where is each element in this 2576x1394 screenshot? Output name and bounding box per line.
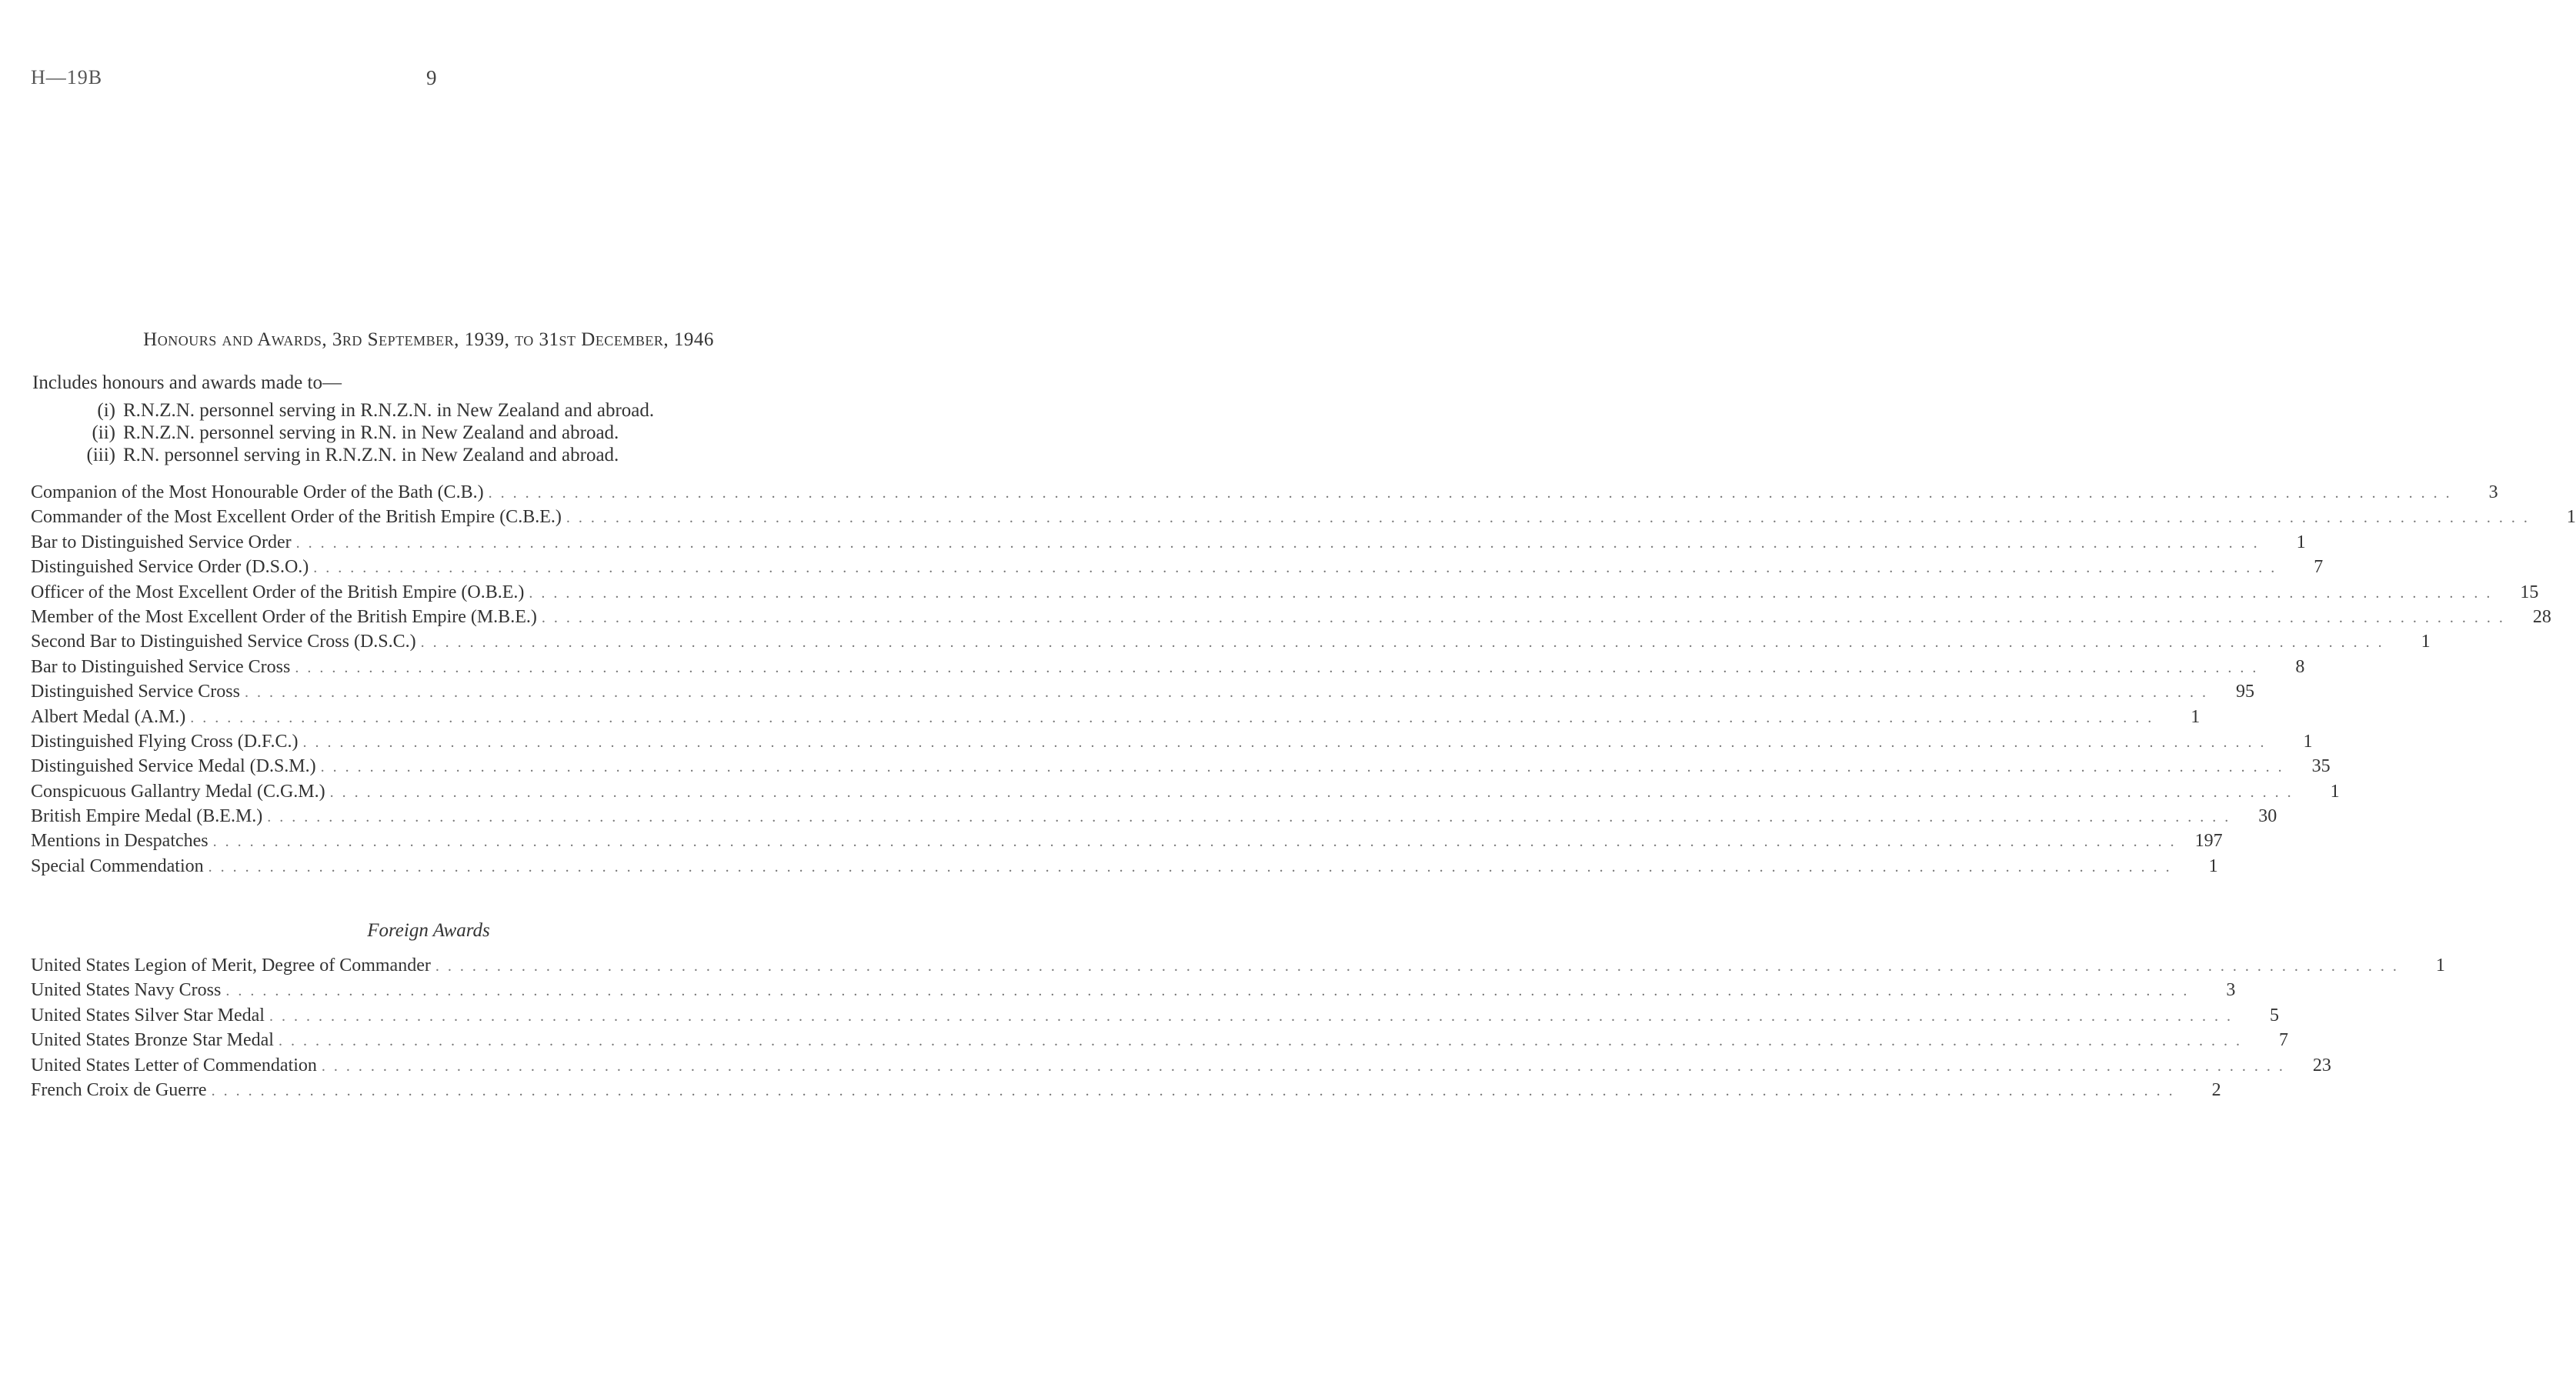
award-count: 23 — [2312, 1055, 2331, 1076]
scope-item-text: R.N.Z.N. personnel serving in R.N.Z.N. in New Zealand and abroad. — [123, 400, 655, 421]
award-count: 30 — [2258, 806, 2277, 827]
dot-leader: . . . . . . . . . . . . . . . . . . . . . . . . . . . . . . . . . . . . . . . . . . . . . . . . . . . . . . . . . . . . . . . . . . . . . . . . . . . . . . . . . . . . . . . . . . . . . . . . . . . . . . . . . . . . . . . . . . . . . . . . . . . . . . . . . . . . . . . . . . . . . . . . . . . . . . . . . . . . . . . . — [295, 534, 2260, 552]
foreign-award-row — [31, 1053, 2331, 1078]
award-row — [31, 555, 2324, 579]
award-row — [31, 580, 2539, 605]
award-name: French Croix de Guerre — [31, 1079, 207, 1100]
foreign-award-row — [31, 1028, 2288, 1052]
award-row — [31, 655, 2305, 679]
dot-leader: . . . . . . . . . . . . . . . . . . . . . . . . . . . . . . . . . . . . . . . . . . . . . . . . . . . . . . . . . . . . . . . . . . . . . . . . . . . . . . . . . . . . . . . . . . . . . . . . . . . . . . . . . . . . . . . . . . . . . . . . . . . . . . . . . . . . . . . . . . . . . . . . . . . . . . . . . . . . . . . . — [211, 1082, 2175, 1099]
award-count: 1 — [2330, 781, 2340, 802]
scope-item-number: (ii) — [92, 422, 115, 443]
dot-leader: . . . . . . . . . . . . . . . . . . . . . . . . . . . . . . . . . . . . . . . . . . . . . . . . . . . . . . . . . . . . . . . . . . . . . . . . . . . . . . . . . . . . . . . . . . . . . . . . . . . . . . . . . . . . . . . . . . . . . . . . . . . . . . . . . . . . . . . . . . . . . . . . . . . . . . . . . . . . . . . . — [566, 509, 2530, 527]
dot-leader: . . . . . . . . . . . . . . . . . . . . . . . . . . . . . . . . . . . . . . . . . . . . . . . . . . . . . . . . . . . . . . . . . . . . . . . . . . . . . . . . . . . . . . . . . . . . . . . . . . . . . . . . . . . . . . . . . . . . . . . . . . . . . . . . . . . . . . . . . . . . . . . . . . . . . . . . . . . . . . . . — [278, 1032, 2242, 1050]
award-count: 1 — [2421, 632, 2431, 652]
dot-leader: . . . . . . . . . . . . . . . . . . . . . . . . . . . . . . . . . . . . . . . . . . . . . . . . . . . . . . . . . . . . . . . . . . . . . . . . . . . . . . . . . . . . . . . . . . . . . . . . . . . . . . . . . . . . . . . . . . . . . . . . . . . . . . . . . . . . . . . . . . . . . . . . . . . . . . . . . . . . . . . . — [212, 833, 2177, 851]
award-count: 5 — [2269, 1005, 2279, 1025]
award-name: Bar to Distinguished Service Order — [31, 532, 292, 552]
page-number: 9 — [426, 66, 437, 89]
award-name: Second Bar to Distinguished Service Cross (D.S.C.) — [31, 632, 416, 652]
award-count: 3 — [2488, 482, 2498, 502]
award-name: Conspicuous Gallantry Medal (C.G.M.) — [31, 781, 325, 802]
award-name: United States Letter of Commendation — [31, 1055, 317, 1076]
award-count: 3 — [2226, 980, 2236, 1001]
scope-item-text: R.N. personnel serving in R.N.Z.N. in New Zealand and abroad. — [123, 445, 619, 465]
dot-leader: . . . . . . . . . . . . . . . . . . . . . . . . . . . . . . . . . . . . . . . . . . . . . . . . . . . . . . . . . . . . . . . . . . . . . . . . . . . . . . . . . . . . . . . . . . . . . . . . . . . . . . . . . . . . . . . . . . . . . . . . . . . . . . . . . . . . . . . . . . . . . . . . . . . . . . . . . . . . . . . . — [435, 958, 2399, 975]
award-count: 8 — [2295, 656, 2305, 677]
award-row — [31, 754, 2331, 779]
award-count: 15 — [2520, 582, 2539, 602]
award-row — [31, 629, 2431, 654]
award-name: United States Legion of Merit, Degree of Commander — [31, 955, 431, 975]
dot-leader: . . . . . . . . . . . . . . . . . . . . . . . . . . . . . . . . . . . . . . . . . . . . . . . . . . . . . . . . . . . . . . . . . . . . . . . . . . . . . . . . . . . . . . . . . . . . . . . . . . . . . . . . . . . . . . . . . . . . . . . . . . . . . . . . . . . . . . . . . . . . . . . . . . . . . . . . . . . . . . . . — [313, 559, 2277, 577]
dot-leader: . . . . . . . . . . . . . . . . . . . . . . . . . . . . . . . . . . . . . . . . . . . . . . . . . . . . . . . . . . . . . . . . . . . . . . . . . . . . . . . . . . . . . . . . . . . . . . . . . . . . . . . . . . . . . . . . . . . . . . . . . . . . . . . . . . . . . . . . . . . . . . . . . . . . . . . . . . . . . . . . — [269, 1007, 2233, 1025]
award-name: Officer of the Most Excellent Order of the British Empire (O.B.E.) — [31, 582, 525, 602]
award-name: Special Commendation — [31, 855, 204, 876]
award-row — [31, 505, 2576, 529]
award-count: 7 — [2314, 557, 2324, 578]
award-row — [31, 854, 2218, 879]
dot-leader: . . . . . . . . . . . . . . . . . . . . . . . . . . . . . . . . . . . . . . . . . . . . . . . . . . . . . . . . . . . . . . . . . . . . . . . . . . . . . . . . . . . . . . . . . . . . . . . . . . . . . . . . . . . . . . . . . . . . . . . . . . . . . . . . . . . . . . . . . . . . . . . . . . . . . . . . . . . . . . . . — [541, 609, 2505, 626]
dot-leader: . . . . . . . . . . . . . . . . . . . . . . . . . . . . . . . . . . . . . . . . . . . . . . . . . . . . . . . . . . . . . . . . . . . . . . . . . . . . . . . . . . . . . . . . . . . . . . . . . . . . . . . . . . . . . . . . . . . . . . . . . . . . . . . . . . . . . . . . . . . . . . . . . . . . . . . . . . . . . . . . — [190, 709, 2154, 726]
award-name: Albert Medal (A.M.) — [31, 706, 186, 727]
award-name: Distinguished Service Cross — [31, 682, 240, 702]
scope-item-number: (iii) — [86, 445, 115, 465]
award-name: Bar to Distinguished Service Cross — [31, 656, 291, 677]
award-name: United States Bronze Star Medal — [31, 1030, 274, 1051]
scope-item — [77, 399, 654, 422]
award-row — [31, 480, 2498, 505]
dot-leader: . . . . . . . . . . . . . . . . . . . . . . . . . . . . . . . . . . . . . . . . . . . . . . . . . . . . . . . . . . . . . . . . . . . . . . . . . . . . . . . . . . . . . . . . . . . . . . . . . . . . . . . . . . . . . . . . . . . . . . . . . . . . . . . . . . . . . . . . . . . . . . . . . . . . . . . . . . . . . . . . — [529, 584, 2493, 602]
award-name: Mentions in Despatches — [31, 831, 209, 852]
award-name: United States Navy Cross — [31, 980, 222, 1001]
award-name: Distinguished Service Order (D.S.O.) — [31, 557, 309, 578]
dot-leader: . . . . . . . . . . . . . . . . . . . . . . . . . . . . . . . . . . . . . . . . . . . . . . . . . . . . . . . . . . . . . . . . . . . . . . . . . . . . . . . . . . . . . . . . . . . . . . . . . . . . . . . . . . . . . . . . . . . . . . . . . . . . . . . . . . . . . . . . . . . . . . . . . . . . . . . . . . . . . . . . — [321, 1057, 2285, 1075]
dot-leader: . . . . . . . . . . . . . . . . . . . . . . . . . . . . . . . . . . . . . . . . . . . . . . . . . . . . . . . . . . . . . . . . . . . . . . . . . . . . . . . . . . . . . . . . . . . . . . . . . . . . . . . . . . . . . . . . . . . . . . . . . . . . . . . . . . . . . . . . . . . . . . . . . . . . . . . . . . . . . . . . — [302, 733, 2267, 751]
award-row — [31, 530, 2306, 555]
award-count: 2 — [2211, 1079, 2221, 1100]
intro-text: Includes honours and awards made to— — [32, 372, 342, 393]
award-count: 1 — [2435, 955, 2445, 975]
award-row — [31, 779, 2340, 804]
scope-item — [77, 422, 654, 444]
award-name: Member of the Most Excellent Order of the British Empire (M.B.E.) — [31, 606, 537, 627]
foreign-awards-table — [31, 953, 2445, 1102]
award-count: 1 — [2296, 532, 2306, 552]
award-count: 7 — [2278, 1030, 2288, 1051]
dot-leader: . . . . . . . . . . . . . . . . . . . . . . . . . . . . . . . . . . . . . . . . . . . . . . . . . . . . . . . . . . . . . . . . . . . . . . . . . . . . . . . . . . . . . . . . . . . . . . . . . . . . . . . . . . . . . . . . . . . . . . . . . . . . . . . . . . . . . . . . . . . . . . . . . . . . . . . . . . . . . . . . — [420, 634, 2384, 652]
dot-leader: . . . . . . . . . . . . . . . . . . . . . . . . . . . . . . . . . . . . . . . . . . . . . . . . . . . . . . . . . . . . . . . . . . . . . . . . . . . . . . . . . . . . . . . . . . . . . . . . . . . . . . . . . . . . . . . . . . . . . . . . . . . . . . . . . . . . . . . . . . . . . . . . . . . . . . . . . . . . . . . . — [267, 809, 2231, 826]
award-row — [31, 605, 2551, 629]
foreign-awards-heading: Foreign Awards — [367, 920, 490, 941]
award-count: 1 — [2303, 731, 2313, 752]
dot-leader: . . . . . . . . . . . . . . . . . . . . . . . . . . . . . . . . . . . . . . . . . . . . . . . . . . . . . . . . . . . . . . . . . . . . . . . . . . . . . . . . . . . . . . . . . . . . . . . . . . . . . . . . . . . . . . . . . . . . . . . . . . . . . . . . . . . . . . . . . . . . . . . . . . . . . . . . . . . . . . . . — [208, 858, 2172, 875]
award-name: Companion of the Most Honourable Order of the Bath (C.B.) — [31, 482, 484, 502]
award-name: Distinguished Flying Cross (D.F.C.) — [31, 731, 299, 752]
foreign-award-row — [31, 1003, 2279, 1028]
award-row — [31, 705, 2201, 729]
dot-leader: . . . . . . . . . . . . . . . . . . . . . . . . . . . . . . . . . . . . . . . . . . . . . . . . . . . . . . . . . . . . . . . . . . . . . . . . . . . . . . . . . . . . . . . . . . . . . . . . . . . . . . . . . . . . . . . . . . . . . . . . . . . . . . . . . . . . . . . . . . . . . . . . . . . . . . . . . . . . . . . . — [225, 982, 2190, 1000]
document-reference: H—19B — [31, 66, 103, 88]
award-row — [31, 829, 2223, 853]
award-row — [31, 679, 2254, 704]
award-count: 1 — [2208, 855, 2218, 876]
dot-leader: . . . . . . . . . . . . . . . . . . . . . . . . . . . . . . . . . . . . . . . . . . . . . . . . . . . . . . . . . . . . . . . . . . . . . . . . . . . . . . . . . . . . . . . . . . . . . . . . . . . . . . . . . . . . . . . . . . . . . . . . . . . . . . . . . . . . . . . . . . . . . . . . . . . . . . . . . . . . . . . . — [488, 485, 2452, 502]
award-row — [31, 729, 2313, 754]
award-count: 35 — [2311, 756, 2331, 777]
award-count: 1 — [2566, 507, 2576, 528]
scope-list — [77, 399, 654, 466]
award-name: Distinguished Service Medal (D.S.M.) — [31, 756, 316, 777]
dot-leader: . . . . . . . . . . . . . . . . . . . . . . . . . . . . . . . . . . . . . . . . . . . . . . . . . . . . . . . . . . . . . . . . . . . . . . . . . . . . . . . . . . . . . . . . . . . . . . . . . . . . . . . . . . . . . . . . . . . . . . . . . . . . . . . . . . . . . . . . . . . . . . . . . . . . . . . . . . . . . . . . — [295, 659, 2259, 676]
scope-item — [77, 444, 654, 466]
dot-leader: . . . . . . . . . . . . . . . . . . . . . . . . . . . . . . . . . . . . . . . . . . . . . . . . . . . . . . . . . . . . . . . . . . . . . . . . . . . . . . . . . . . . . . . . . . . . . . . . . . . . . . . . . . . . . . . . . . . . . . . . . . . . . . . . . . . . . . . . . . . . . . . . . . . . . . . . . . . . . . . . — [320, 759, 2284, 776]
award-count: 197 — [2194, 831, 2223, 852]
award-row — [31, 804, 2277, 829]
dot-leader: . . . . . . . . . . . . . . . . . . . . . . . . . . . . . . . . . . . . . . . . . . . . . . . . . . . . . . . . . . . . . . . . . . . . . . . . . . . . . . . . . . . . . . . . . . . . . . . . . . . . . . . . . . . . . . . . . . . . . . . . . . . . . . . . . . . . . . . . . . . . . . . . . . . . . . . . . . . . . . . . — [244, 684, 2208, 702]
page-title: Honours and Awards, 3rd September, 1939, to 31st December, 1946 — [143, 329, 714, 350]
award-count: 1 — [2191, 706, 2201, 727]
dot-leader: . . . . . . . . . . . . . . . . . . . . . . . . . . . . . . . . . . . . . . . . . . . . . . . . . . . . . . . . . . . . . . . . . . . . . . . . . . . . . . . . . . . . . . . . . . . . . . . . . . . . . . . . . . . . . . . . . . . . . . . . . . . . . . . . . . . . . . . . . . . . . . . . . . . . . . . . . . . . . . . . — [329, 783, 2294, 801]
award-count: 95 — [2235, 682, 2254, 702]
awards-table — [31, 480, 2576, 879]
award-name: Commander of the Most Excellent Order of the British Empire (C.B.E.) — [31, 507, 562, 528]
foreign-award-row — [31, 1078, 2221, 1102]
award-name: United States Silver Star Medal — [31, 1005, 265, 1025]
award-count: 28 — [2532, 606, 2551, 627]
foreign-award-row — [31, 978, 2236, 1002]
scope-item-number: (i) — [97, 400, 115, 421]
foreign-award-row — [31, 953, 2445, 978]
scope-item-text: R.N.Z.N. personnel serving in R.N. in New Zealand and abroad. — [123, 422, 619, 443]
award-name: British Empire Medal (B.E.M.) — [31, 806, 263, 827]
